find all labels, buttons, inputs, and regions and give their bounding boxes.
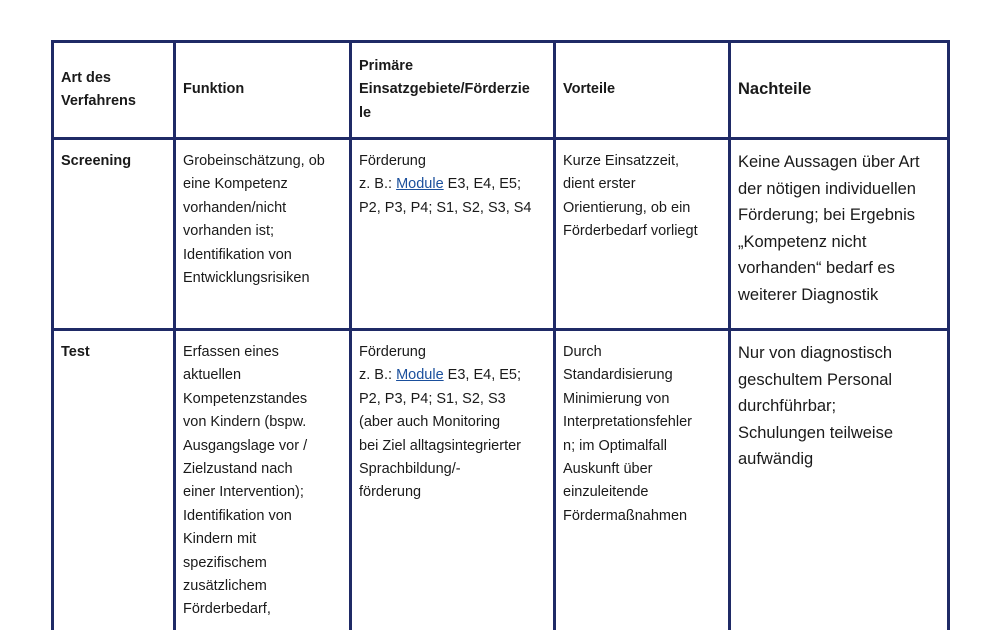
cell-text: E3, E4, E5;	[443, 367, 522, 384]
cell-line: dient erster	[563, 176, 636, 193]
cell-line: Ausgangslage vor /	[183, 437, 308, 454]
cell-line: Standardisierung	[563, 367, 673, 384]
table-row	[53, 139, 949, 330]
cell-line: Schulungen teilweise	[738, 423, 894, 442]
cell-line: Förderung	[359, 344, 426, 360]
cell-line: einer Intervention);	[183, 484, 304, 501]
cell-text: z. B.:	[359, 367, 397, 384]
cell-line: Förderung; bei Ergebnis	[738, 206, 916, 224]
cell-line: Interpretationsfehler	[563, 414, 692, 431]
cell-line: (aber auch Monitoring	[359, 414, 501, 431]
header-label: Vorteile	[563, 81, 616, 98]
cell-line: „Kompetenz nicht	[738, 232, 867, 251]
table-row	[53, 330, 949, 630]
cell-line: weiterer Diagnostik	[738, 285, 879, 304]
cell-line: Durch	[563, 344, 602, 360]
header-vorteile	[555, 42, 730, 139]
module-link[interactable]: Module	[396, 176, 444, 193]
cell-line: aktuellen	[183, 367, 242, 384]
cell-text: z. B.:	[359, 176, 397, 193]
row-type-cell: Test	[53, 330, 175, 630]
cell-line: einzuleitende	[563, 484, 649, 501]
cell-line: Keine Aussagen über Art	[738, 153, 920, 171]
vorteile-cell	[555, 330, 730, 630]
cell-line: bei Ziel alltagsintegrierter	[359, 437, 521, 454]
header-art-des-verfahrens	[53, 42, 175, 139]
cell-line: Erfassen eines	[183, 344, 279, 360]
funktion-cell	[175, 139, 351, 330]
cell-line: n; im Optimalfall	[563, 437, 667, 454]
cell-line: Sprachbildung/-	[359, 461, 461, 478]
cell-line: Entwicklungsrisiken	[183, 270, 310, 287]
cell-line: durchführbar;	[738, 397, 837, 415]
cell-line: Kompetenzstandes	[183, 390, 308, 407]
cell-line: vorhanden“ bedarf es	[738, 259, 895, 277]
cell-line: P2, P3, P4; S1, S2, S3	[359, 390, 506, 407]
cell-line: P2, P3, P4; S1, S2, S3, S4	[359, 199, 532, 216]
header-line: Art des	[61, 69, 111, 86]
header-funktion	[175, 42, 351, 139]
nachteile-cell	[730, 139, 949, 330]
header-label: Funktion	[183, 81, 245, 98]
header-line: Verfahrens	[61, 93, 136, 109]
cell-line: Auskunft über	[563, 461, 653, 478]
cell-line: Fördermaßnahmen	[563, 507, 688, 524]
nachteile-cell	[730, 330, 949, 630]
cell-line: Kurze Einsatzzeit,	[563, 153, 680, 169]
funktion-cell	[175, 330, 351, 630]
row-type-cell: Screening	[53, 139, 175, 330]
cell-line: vorhanden ist;	[183, 223, 275, 240]
cell-line: Förderbedarf,	[183, 601, 271, 618]
cell-line: geschultem Personal	[738, 370, 893, 389]
header-einsatzgebiete	[351, 42, 555, 139]
header-row	[53, 42, 949, 139]
header-nachteile	[730, 42, 949, 139]
header-label: Nachteile	[738, 80, 812, 99]
cell-line: vorhanden/nicht	[183, 199, 287, 216]
cell-line	[359, 173, 547, 196]
cell-line: Orientierung, ob ein	[563, 199, 691, 216]
cell-line: Minimierung von	[563, 390, 670, 407]
cell-line: Förderbedarf vorliegt	[563, 223, 698, 240]
cell-line: zusätzlichem	[183, 578, 267, 595]
cell-text: E3, E4, E5;	[443, 176, 522, 193]
cell-line: Grobeinschätzung, ob	[183, 153, 325, 169]
cell-line: Identifikation von	[183, 507, 292, 524]
header-line: Einsatzgebiete/Förderzie	[359, 81, 530, 98]
module-link[interactable]: Module	[396, 367, 444, 384]
methods-table	[51, 40, 950, 630]
cell-line: Förderung	[359, 153, 426, 169]
einsatz-cell	[351, 139, 555, 330]
cell-line: förderung	[359, 484, 422, 501]
header-line: le	[359, 104, 372, 121]
cell-line: Zielzustand nach	[183, 461, 293, 478]
cell-line: der nötigen individuellen	[738, 179, 916, 198]
cell-line: aufwändig	[738, 450, 814, 468]
cell-line: Kindern mit	[183, 531, 257, 548]
cell-line: von Kindern (bspw.	[183, 414, 307, 431]
einsatz-cell	[351, 330, 555, 630]
vorteile-cell	[555, 139, 730, 330]
cell-line: spezifischem	[183, 554, 267, 571]
cell-line	[359, 364, 547, 387]
header-line: Primäre	[359, 57, 414, 74]
cell-line: Identifikation von	[183, 246, 292, 263]
cell-line: eine Kompetenz	[183, 176, 288, 193]
cell-line: Nur von diagnostisch	[738, 344, 893, 362]
